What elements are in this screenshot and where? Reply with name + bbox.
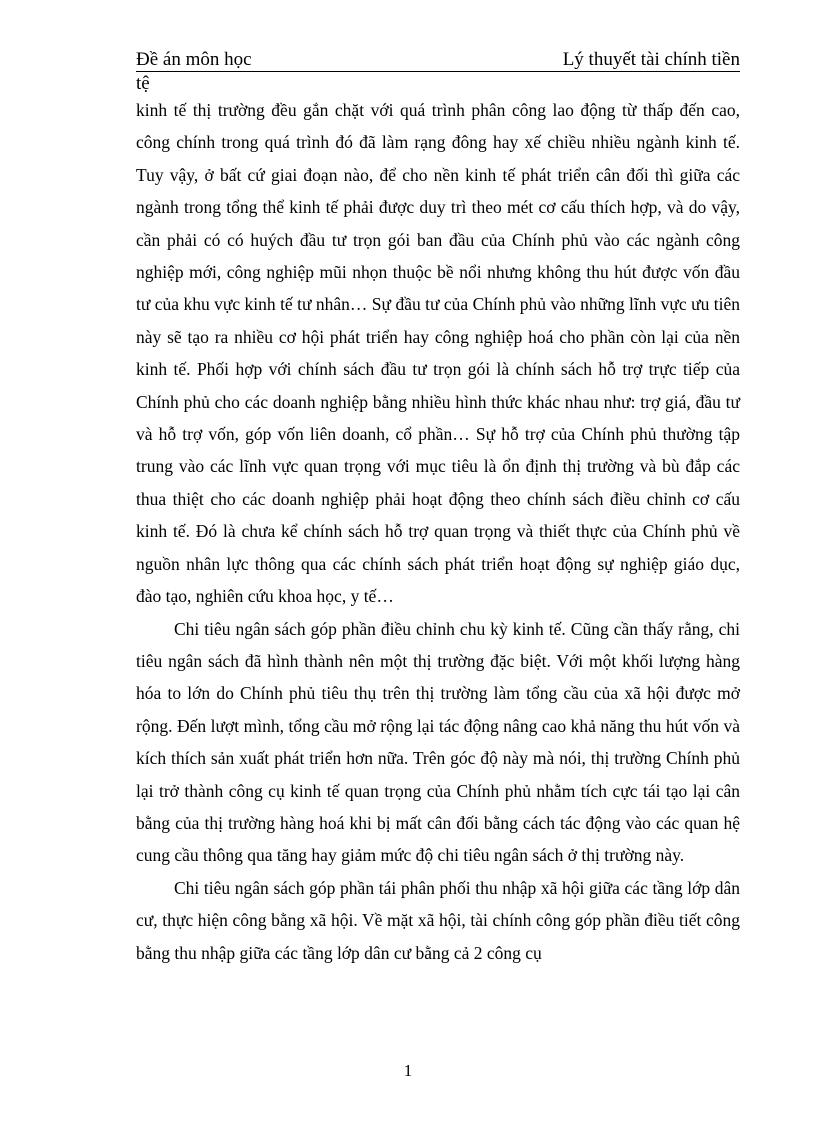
page-header: [136, 48, 740, 72]
document-body: [136, 94, 740, 969]
paragraph-3: Chi tiêu ngân sách góp phần tái phân phối thu nhập xã hội giữa các tầng lớp dân cư, thực hiện công bằng xã hội. Về mặt xã hội, tài chính công góp phần điều tiết công bằng thu nhập giữa các tầng lớp dân cư bằng cả 2 công cụ: [136, 877, 740, 963]
header-divider: [136, 71, 740, 72]
paragraph-1: kinh tế thị trường đều gắn chặt với quá trình phân công lao động từ thấp đến cao, công chính trong quá trình đó đã làm rạng đông hay xế chiều nhiều ngành kinh tế. Tuy vậy, ở bất cứ giai đoạn nào, để cho nền kinh tế phát triển cân đối thì giữa các ngành trong tổng thể kinh tế phải được duy trì theo mét cơ cấu thích hợp, và do vậy, cần phải có có huých đầu tư trọn gói ban đầu của Chính phủ vào các ngành công nghiệp mới, công nghiệp mũi nhọn thuộc bề nổi nhưng không thu hút được vốn đầu tư của khu vực kinh tế tư nhân… Sự đầu tư của Chính phủ vào những lĩnh vực ưu tiên này sẽ tạo ra nhiều cơ hội phát triển hay công nghiệp hoá cho phần còn lại của nền kinh tế. Phối hợp với chính sách đầu tư trọn gói là chính sách hỗ trợ trực tiếp của Chính phủ cho các doanh nghiệp bằng nhiều hình thức khác nhau như: trợ giá, đầu tư và hỗ trợ vốn, góp vốn liên doanh, cổ phần… Sự hỗ trợ của Chính phủ thường tập trung vào các lĩnh vực quan trọng với mục tiêu là ổn định thị trường và bù đắp các thua thiệt cho các doanh nghiệp phải hoạt động theo chính sách điều chỉnh cơ cấu kinh tế. Đó là chưa kể chính sách hỗ trợ quan trọng và thiết thực của Chính phủ về nguồn nhân lực thông qua các chính sách phát triển hoạt động sự nghiệp giáo dục, đào tạo, nghiên cứu khoa học, y tế…: [136, 100, 740, 607]
header-subject-title: Lý thuyết tài chính tiền: [562, 49, 740, 70]
header-course-title: Đề án môn học: [136, 49, 252, 70]
header-subject-continuation: tệ: [136, 73, 150, 94]
paragraph-2: Chi tiêu ngân sách góp phần điều chỉnh chu kỳ kinh tế. Cũng cần thấy rằng, chi tiêu ngân sách đã hình thành nên một thị trường đặc biệt. Với một khối lượng hàng hóa to lớn do Chính phủ tiêu thụ trên thị trường làm tổng cầu của xã hội được mở rộng. Đến lượt mình, tổng cầu mở rộng lại tác động nâng cao khả năng thu hút vốn và kích thích sản xuất phát triển hơn nữa. Trên góc độ này mà nói, thị trường Chính phủ lại trở thành công cụ kinh tế quan trọng của Chính phủ nhằm tích cực tái tạo lại cân bằng của thị trường hàng hoá khi bị mất cân đối bằng cách tác động vào các quan hệ cung cầu thông qua tăng hay giảm mức độ chi tiêu ngân sách ở thị trường này.: [136, 618, 740, 866]
page-number: 1: [403, 1061, 413, 1080]
